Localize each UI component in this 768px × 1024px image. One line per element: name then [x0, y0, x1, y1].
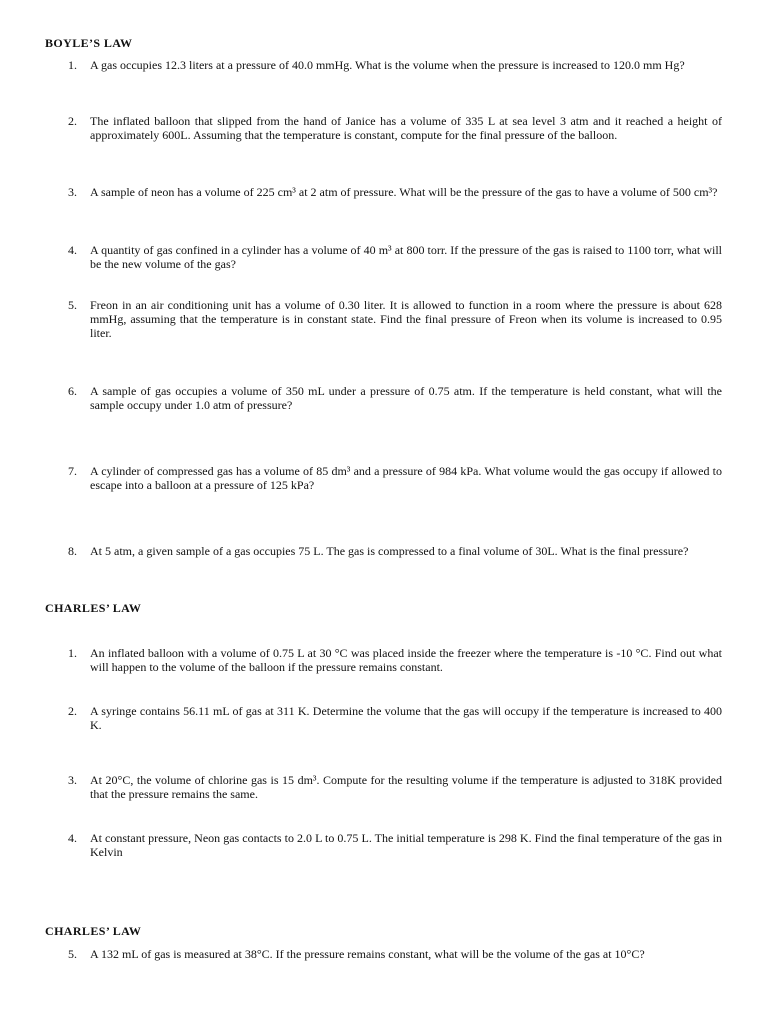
question-number: 1.: [68, 646, 77, 660]
question-item: [68, 947, 722, 961]
question-text: An inflated balloon with a volume of 0.75 L at 30 °C was placed inside the freezer where the temperature is -10 °C. Find out what will happen to the volume of the balloon if the pressure remains constant.: [90, 646, 722, 674]
question-text: At 20°C, the volume of chlorine gas is 15 dm³. Compute for the resulting volume if the temperature is adjusted to 318K provided that the pressure remains the same.: [90, 773, 722, 801]
question-number: 4.: [68, 831, 77, 845]
question-number: 3.: [68, 773, 77, 787]
question-item: [68, 185, 722, 199]
question-item: [68, 298, 722, 340]
question-item: [68, 646, 722, 674]
question-item: [68, 831, 722, 859]
section-heading-charles-law: CHARLES’ LAW: [45, 601, 142, 615]
question-item: [68, 243, 722, 271]
question-text: A sample of gas occupies a volume of 350 mL under a pressure of 0.75 atm. If the temperature is held constant, what will the sample occupy under 1.0 atm of pressure?: [90, 384, 722, 412]
question-text: A gas occupies 12.3 liters at a pressure of 40.0 mmHg. What is the volume when the pressure is increased to 120.0 mm Hg?: [90, 58, 685, 72]
question-number: 6.: [68, 384, 77, 398]
question-item: [68, 114, 722, 142]
question-number: 4.: [68, 243, 77, 257]
question-text: At constant pressure, Neon gas contacts to 2.0 L to 0.75 L. The initial temperature is 298 K. Find the final temperature of the gas in Kelvin: [90, 831, 722, 859]
question-item: [68, 464, 722, 492]
question-number: 7.: [68, 464, 77, 478]
question-text: The inflated balloon that slipped from the hand of Janice has a volume of 335 L at sea level 3 atm and it reached a height of approximately 600L. Assuming that the temperature is constant, compute for the final pressure of the balloon.: [90, 114, 722, 142]
section-heading-boyles-law: BOYLE’S LAW: [45, 36, 133, 50]
question-number: 5.: [68, 298, 77, 312]
question-item: [68, 704, 722, 732]
question-item: [68, 384, 722, 412]
question-number: 2.: [68, 114, 77, 128]
section-heading-charles-law-continued: CHARLES’ LAW: [45, 924, 142, 938]
question-text: A sample of neon has a volume of 225 cm³ at 2 atm of pressure. What will be the pressure of the gas to have a volume of 500 cm³?: [90, 185, 718, 199]
question-number: 2.: [68, 704, 77, 718]
question-text: A 132 mL of gas is measured at 38°C. If the pressure remains constant, what will be the volume of the gas at 10°C?: [90, 947, 645, 961]
question-item: [68, 773, 722, 801]
question-text: A quantity of gas confined in a cylinder has a volume of 40 m³ at 800 torr. If the pressure of the gas is raised to 1100 torr, what will be the new volume of the gas?: [90, 243, 722, 271]
question-item: [68, 58, 722, 72]
question-text: A syringe contains 56.11 mL of gas at 311 K. Determine the volume that the gas will occupy if the temperature is increased to 400 K.: [90, 704, 722, 732]
question-number: 8.: [68, 544, 77, 558]
question-text: At 5 atm, a given sample of a gas occupies 75 L. The gas is compressed to a final volume of 30L. What is the final pressure?: [90, 544, 689, 558]
question-text: Freon in an air conditioning unit has a volume of 0.30 liter. It is allowed to function in a room where the pressure is about 628 mmHg, assuming that the temperature is in constant state. Find the final pressure of Freon when its volume is increased to 0.95 liter.: [90, 298, 722, 340]
question-text: A cylinder of compressed gas has a volume of 85 dm³ and a pressure of 984 kPa. What volume would the gas occupy if allowed to escape into a balloon at a pressure of 125 kPa?: [90, 464, 722, 492]
question-number: 3.: [68, 185, 77, 199]
question-number: 1.: [68, 58, 77, 72]
question-item: [68, 544, 722, 558]
question-number: 5.: [68, 947, 77, 961]
